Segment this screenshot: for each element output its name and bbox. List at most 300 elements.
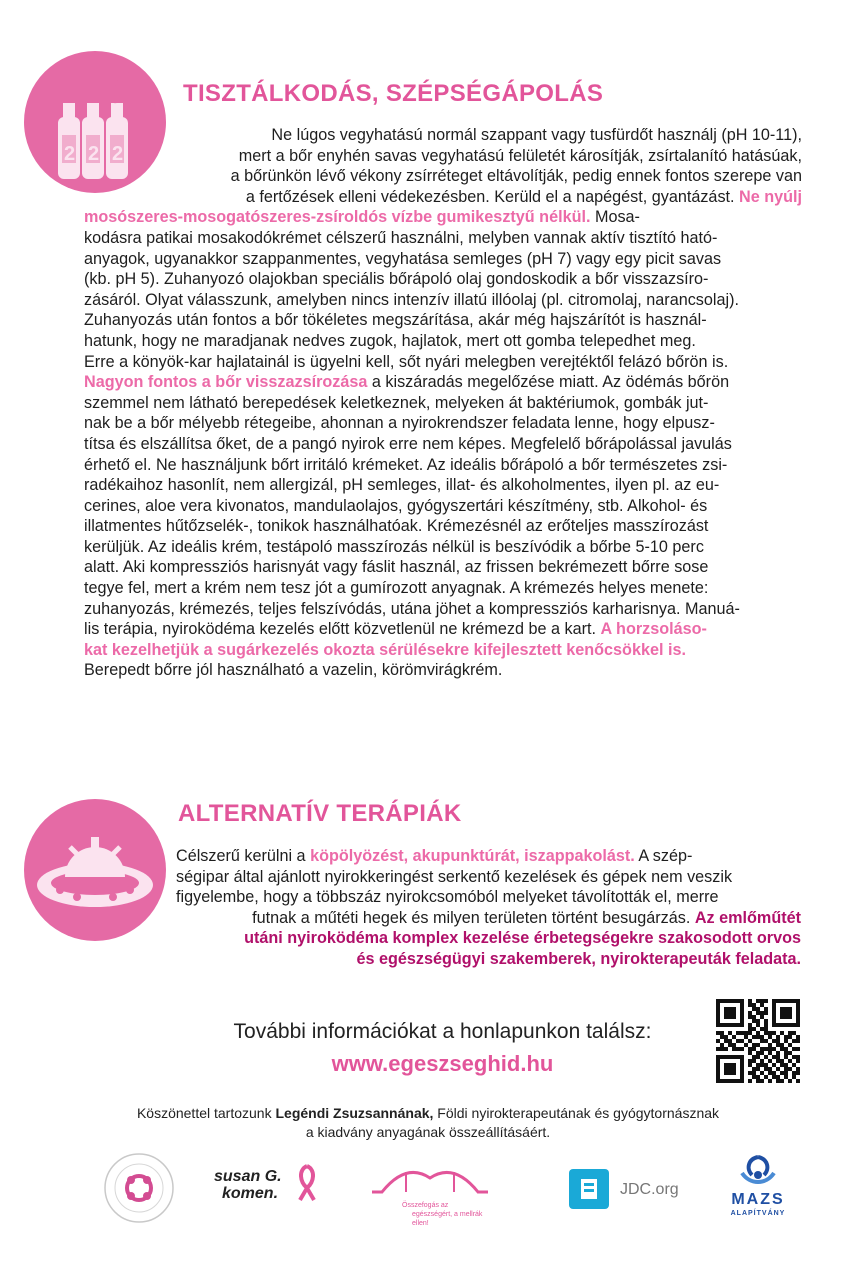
qr-module (780, 1059, 784, 1063)
qr-module (724, 1011, 728, 1015)
qr-module (724, 1007, 728, 1011)
qr-module (780, 1043, 784, 1047)
qr-module (784, 999, 788, 1003)
highlight-text: köpölyözést, akupunktúrát, iszappakolást. (310, 847, 635, 865)
qr-module (776, 1067, 780, 1071)
qr-module (716, 1075, 720, 1079)
qr-module (796, 1019, 800, 1023)
qr-module (740, 1059, 744, 1063)
text-line (84, 578, 802, 599)
qr-module (772, 1011, 776, 1015)
qr-module (776, 1039, 780, 1043)
qr-module (732, 1015, 736, 1019)
qr-module (724, 1071, 728, 1075)
qr-module (772, 1055, 776, 1059)
qr-module (752, 1047, 756, 1051)
qr-module (780, 1023, 784, 1027)
text-line (84, 125, 802, 146)
qr-module (732, 1035, 736, 1039)
qr-module (788, 1023, 792, 1027)
qr-module (748, 1079, 752, 1083)
qr-module (776, 1035, 780, 1039)
qr-module (768, 1043, 772, 1047)
qr-module (744, 1031, 748, 1035)
qr-module (728, 1039, 732, 1043)
qr-module (716, 1015, 720, 1019)
qr-module (764, 1019, 768, 1023)
qr-module (736, 1031, 740, 1035)
qr-module (772, 999, 776, 1003)
qr-module (716, 1039, 720, 1043)
acknowledgement (60, 1104, 796, 1142)
qr-module (720, 1047, 724, 1051)
qr-module (732, 1067, 736, 1071)
qr-module (768, 1067, 772, 1071)
section-title-alternative: ALTERNATÍV TERÁPIÁK (178, 800, 462, 827)
qr-module (796, 1071, 800, 1075)
qr-module (732, 1007, 736, 1011)
qr-module (764, 1027, 768, 1031)
text-line (176, 887, 801, 908)
qr-module (784, 1067, 788, 1071)
website-info-text: További információkat a honlapunkon találsz: (233, 1020, 652, 1043)
egeszseghid-logo (368, 1160, 492, 1227)
qr-module (716, 1071, 720, 1075)
qr-module (728, 1011, 732, 1015)
highlight-text: A horzsoláso- (600, 620, 707, 639)
body-text: Zuhanyozás után fontos a bőr tökéletes megszárítása, akár még hajszárítót is használ- (84, 311, 707, 330)
mazs-subtext: ALAPÍTVÁNY (730, 1210, 786, 1217)
body-text: szemmel nem látható berepedések keletkeznek, melyeken át baktériumok, gombák jut- (84, 393, 709, 412)
qr-module (720, 1035, 724, 1039)
mazs-logo (712, 1155, 804, 1225)
body-text: mert a bőr enyhén savas vegyhatású felületét károsítják, zsírtalanító hatásúak, (238, 146, 802, 165)
qr-code (716, 999, 800, 1083)
qr-module (772, 1023, 776, 1027)
qr-module (752, 1043, 756, 1047)
qr-module (796, 1047, 800, 1051)
qr-module (748, 1039, 752, 1043)
qr-module (772, 1019, 776, 1023)
acknowledgement-pre: Köszönettel tartozunk (136, 1105, 276, 1121)
qr-module (756, 1075, 760, 1079)
qr-module (796, 1011, 800, 1015)
qr-module (756, 1019, 760, 1023)
text-line (84, 496, 802, 517)
text-line (84, 166, 802, 187)
qr-module (736, 1039, 740, 1043)
qr-module (720, 1031, 724, 1035)
qr-module (740, 1071, 744, 1075)
qr-module (752, 1075, 756, 1079)
qr-module (788, 1035, 792, 1039)
qr-module (784, 1023, 788, 1027)
qr-module (752, 1071, 756, 1075)
section-body-hygiene (84, 125, 802, 681)
acknowledgement-name: Legéndi Zsuzsannának, (275, 1105, 434, 1121)
text-line (84, 557, 802, 578)
qr-module (772, 1071, 776, 1075)
susan-g-komen-logo (214, 1168, 324, 1218)
qr-module (768, 1047, 772, 1051)
qr-module (740, 1075, 744, 1079)
body-text: Célszerű kerülni a (176, 847, 311, 865)
section-title-hygiene: TISZTÁLKODÁS, SZÉPSÉGÁPOLÁS (183, 80, 604, 107)
qr-module (788, 999, 792, 1003)
qr-module (760, 1027, 764, 1031)
qr-module (748, 1031, 752, 1035)
text-line (84, 516, 802, 537)
qr-module (752, 1035, 756, 1039)
qr-module (744, 1043, 748, 1047)
qr-module (720, 1023, 724, 1027)
qr-module (720, 1055, 724, 1059)
qr-module (772, 1031, 776, 1035)
body-text: tegye fel, mert a krém nem tesz jót a gumírozott anyagnak. A krémezés helyes menete: (84, 579, 709, 598)
text-line (84, 660, 802, 681)
qr-module (776, 999, 780, 1003)
qr-module (784, 1055, 788, 1059)
qr-module (792, 1055, 796, 1059)
qr-module (792, 1075, 796, 1079)
qr-module (716, 1063, 720, 1067)
qr-module (760, 1059, 764, 1063)
qr-module (728, 1031, 732, 1035)
qr-module (720, 1043, 724, 1047)
qr-module (740, 1067, 744, 1071)
body-text: a bőrünkön lévő vékony zsírréteget eltávolítják, pedig ennek fontos szerepe van (230, 167, 802, 186)
qr-module (772, 1047, 776, 1051)
qr-module (716, 1031, 720, 1035)
qr-module (724, 1079, 728, 1083)
association-seal-logo (103, 1152, 175, 1224)
qr-module (780, 1079, 784, 1083)
body-text: figyelembe, hogy a többszáz nyirokcsomóból melyeket távolították el, merre (176, 888, 719, 907)
body-text: illatmentes hűtőzselék-, tonikok használhatóak. Krémezésnél az erőteljes masszírozást (84, 517, 709, 536)
qr-module (760, 1003, 764, 1007)
qr-module (724, 1015, 728, 1019)
body-text: (kb. pH 5). Zuhanyozó olajokban speciális bőrápoló olaj gondoskodik a bőr visszazsíro- (84, 270, 709, 289)
jdc-logo (569, 1169, 689, 1211)
qr-module (764, 1039, 768, 1043)
qr-module (760, 1015, 764, 1019)
body-text: zuhanyozás, krémezés, teljes felszívódás, utána jöhet a kompressziós karharisnya. Manuá- (84, 599, 740, 618)
qr-module (748, 1003, 752, 1007)
highlight-text: mosószeres-mosogatószeres-zsíroldós vízbe gumikesztyű nélkül. (84, 208, 591, 227)
qr-module (780, 1015, 784, 1019)
text-line (84, 393, 802, 414)
qr-module (788, 1043, 792, 1047)
qr-module (764, 1063, 768, 1067)
qr-module (756, 1043, 760, 1047)
qr-module (784, 1011, 788, 1015)
website-link[interactable]: www.egeszseghid.hu (331, 1051, 554, 1076)
qr-module (784, 1047, 788, 1051)
qr-module (768, 1059, 772, 1063)
qr-module (740, 1019, 744, 1023)
qr-module (784, 1071, 788, 1075)
text-line (84, 537, 802, 558)
qr-module (796, 1015, 800, 1019)
body-text: ségipar által ajánlott nyirokkeringést serkentő kezelések és gépek nem veszik (176, 867, 733, 886)
highlight-text: utáni nyiroködéma komplex kezelése érbetegségekre szakosodott orvos (244, 929, 801, 948)
qr-module (756, 999, 760, 1003)
qr-module (772, 1075, 776, 1079)
qr-module (716, 1019, 720, 1023)
qr-module (748, 1023, 752, 1027)
body-text: futnak a műtéti hegek és milyen területen történt besugárzás. (252, 908, 695, 927)
qr-module (732, 1011, 736, 1015)
qr-module (756, 1007, 760, 1011)
text-line (84, 599, 802, 620)
body-text: títsa és elszállítsa őket, de a pangó nyirok erre nem képes. Megfelelő bőrápolással javulás (84, 434, 732, 453)
body-text: érhető el. Ne használjunk bőrt irritáló krémeket. Az ideális bőrápoló a bőr természetes zsi- (84, 455, 728, 474)
body-text: Berepedt bőrre jól használható a vazelin, körömvirágkrém. (84, 661, 503, 680)
qr-module (756, 1035, 760, 1039)
qr-module (728, 1063, 732, 1067)
qr-module (752, 1027, 756, 1031)
body-text: cerines, aloe vera kivonatos, mandulaolajos, gyógyszertári készítmény, stb. Alkohol- és (84, 496, 708, 515)
qr-module (764, 1047, 768, 1051)
qr-module (776, 1051, 780, 1055)
text-line (176, 846, 801, 867)
text-line (176, 949, 801, 970)
qr-module (784, 1051, 788, 1055)
body-text: kodásra patikai mosakodókrémet célszerű használni, melyben vannak aktív tisztító ható- (84, 228, 718, 247)
text-line (84, 640, 802, 661)
body-text: kerüljük. Az ideális krém, testápoló masszírozás nélkül is beszívódik a bőrbe 5-10 perc (84, 537, 704, 556)
qr-module (788, 1051, 792, 1055)
qr-module (764, 1007, 768, 1011)
text-line (84, 146, 802, 167)
text-line (84, 187, 802, 208)
qr-module (772, 1039, 776, 1043)
qr-module (792, 1071, 796, 1075)
svg-text:2: 2 (112, 143, 124, 165)
qr-module (752, 1007, 756, 1011)
qr-module (736, 1079, 740, 1083)
qr-module (796, 1067, 800, 1071)
egeszseghid-line1: Összefogás az (402, 1202, 449, 1209)
text-line (84, 434, 802, 455)
qr-module (764, 1031, 768, 1035)
acknowledgement-post: Földi nyirokterapeutának és gyógytornásznak (433, 1105, 720, 1121)
qr-module (740, 1015, 744, 1019)
qr-module (748, 1027, 752, 1031)
body-text: a fertőzések elleni védekezésben. Kerüld el a napégést, gyantázást. (245, 187, 740, 206)
qr-module (724, 1023, 728, 1027)
mazs-text: MAZS (731, 1191, 785, 1208)
qr-module (728, 1071, 732, 1075)
text-line (84, 207, 802, 228)
qr-module (788, 1059, 792, 1063)
komen-line1: susan G. (214, 1168, 282, 1185)
qr-module (728, 999, 732, 1003)
qr-module (732, 1063, 736, 1067)
qr-module (728, 1055, 732, 1059)
qr-module (784, 1039, 788, 1043)
qr-module (740, 1079, 744, 1083)
qr-module (748, 1071, 752, 1075)
jdc-text: JDC.org (620, 1181, 679, 1198)
qr-module (792, 1023, 796, 1027)
qr-module (756, 1063, 760, 1067)
qr-module (760, 1011, 764, 1015)
qr-module (788, 1031, 792, 1035)
qr-module (764, 1075, 768, 1079)
qr-module (796, 1023, 800, 1027)
qr-module (780, 1011, 784, 1015)
qr-module (792, 1039, 796, 1043)
qr-module (724, 999, 728, 1003)
qr-module (788, 1015, 792, 1019)
highlight-text: kat kezelhetjük a sugárkezelés okozta sérülésekre kifejlesztett kenőcsökkel is. (84, 640, 686, 659)
qr-module (740, 999, 744, 1003)
qr-module (720, 1079, 724, 1083)
qr-module (756, 1055, 760, 1059)
svg-text:2: 2 (88, 143, 100, 165)
qr-module (740, 1011, 744, 1015)
qr-module (728, 1023, 732, 1027)
qr-module (732, 1079, 736, 1083)
qr-module (760, 1039, 764, 1043)
qr-module (796, 1007, 800, 1011)
qr-module (736, 1047, 740, 1051)
qr-module (716, 1067, 720, 1071)
qr-module (776, 1055, 780, 1059)
qr-module (716, 1079, 720, 1083)
text-line (84, 249, 802, 270)
qr-module (780, 1063, 784, 1067)
qr-module (756, 1031, 760, 1035)
qr-module (768, 1031, 772, 1035)
qr-module (776, 1023, 780, 1027)
text-line (84, 310, 802, 331)
qr-module (768, 1051, 772, 1055)
qr-module (764, 1011, 768, 1015)
qr-module (732, 999, 736, 1003)
body-text: zásáról. Olyat válasszunk, amelyben nincs intenzív illatú illóolaj (pl. citromolaj, narancsolaj). (84, 290, 739, 309)
qr-module (780, 1047, 784, 1051)
qr-module (740, 1023, 744, 1027)
qr-module (796, 999, 800, 1003)
text-line (176, 928, 801, 949)
qr-module (784, 1075, 788, 1079)
text-line (84, 372, 802, 393)
body-text: Erre a könyök-kar hajlatainál is ügyelni kell, sőt nyári melegben verejtéktől felázó bőrön is. (84, 352, 729, 371)
qr-module (784, 1035, 788, 1039)
qr-module (716, 1059, 720, 1063)
text-line (84, 455, 802, 476)
body-text: nak be a bőr mélyebb rétegeibe, ahonnan a nyirokrendszer feladata lenne, hogy elpusz- (84, 414, 715, 433)
qr-module (772, 1063, 776, 1067)
body-text: lis terápia, nyiroködéma kezelés előtt közvetlenül ne krémezd be a kart. (84, 620, 601, 639)
acknowledgement-line2: a kiadvány anyagának összeállításáért. (305, 1124, 551, 1140)
qr-module (740, 1039, 744, 1043)
qr-module (796, 1055, 800, 1059)
text-line (84, 269, 802, 290)
qr-module (752, 1015, 756, 1019)
qr-module (760, 1051, 764, 1055)
qr-module (752, 1059, 756, 1063)
text-line (84, 290, 802, 311)
qr-module (756, 1067, 760, 1071)
qr-module (788, 1079, 792, 1083)
qr-module (788, 1067, 792, 1071)
qr-module (796, 1003, 800, 1007)
body-text: Ne lúgos vegyhatású normál szappant vagy tusfürdőt használj (pH 10-11), (271, 126, 802, 144)
qr-module (768, 1079, 772, 1083)
text-line (84, 475, 802, 496)
qr-module (724, 1067, 728, 1071)
qr-module (736, 999, 740, 1003)
qr-module (716, 1055, 720, 1059)
highlight-text: Nagyon fontos a bőr visszazsírozása (84, 373, 368, 392)
qr-module (784, 1063, 788, 1067)
highlight-text: és egészségügyi szakemberek, nyirokterapeuták feladata. (356, 949, 801, 968)
qr-module (736, 1023, 740, 1027)
komen-line2: komen. (222, 1185, 279, 1202)
text-line (84, 619, 802, 640)
qr-module (740, 1063, 744, 1067)
qr-module (756, 1023, 760, 1027)
qr-module (752, 1019, 756, 1023)
qr-module (776, 1059, 780, 1063)
qr-module (748, 1011, 752, 1015)
qr-module (756, 1051, 760, 1055)
qr-module (780, 999, 784, 1003)
qr-module (768, 1035, 772, 1039)
body-text: radékaihoz hasonlít, nem allergizál, pH semleges, illat- és alkoholmentes, ilyen pl. az eu- (84, 476, 720, 495)
qr-module (752, 1055, 756, 1059)
qr-module (772, 1007, 776, 1011)
qr-module (764, 999, 768, 1003)
qr-module (748, 1059, 752, 1063)
text-line (176, 867, 801, 888)
qr-module (776, 1043, 780, 1047)
qr-module (796, 1039, 800, 1043)
qr-module (748, 1047, 752, 1051)
highlight-text: Ne nyúlj (739, 187, 802, 206)
qr-module (728, 1043, 732, 1047)
qr-module (760, 1071, 764, 1075)
qr-module (716, 999, 720, 1003)
qr-module (716, 1007, 720, 1011)
text-line (84, 352, 802, 373)
qr-module (732, 1043, 736, 1047)
qr-module (748, 1015, 752, 1019)
qr-module (792, 1031, 796, 1035)
qr-module (728, 1007, 732, 1011)
qr-module (776, 1079, 780, 1083)
qr-module (728, 1015, 732, 1019)
qr-module (716, 1011, 720, 1015)
qr-module (760, 1063, 764, 1067)
qr-module (772, 1015, 776, 1019)
body-text: anyagok, ugyanakkor szappanmentes, vegyhatása semleges (pH 7) vagy egy picit savas (84, 249, 722, 268)
qr-module (780, 1031, 784, 1035)
qr-module (716, 1047, 720, 1051)
qr-module (740, 1031, 744, 1035)
qr-module (760, 1079, 764, 1083)
qr-module (788, 1007, 792, 1011)
qr-module (780, 1007, 784, 1011)
qr-module (760, 1035, 764, 1039)
qr-module (732, 1071, 736, 1075)
qr-module (784, 1007, 788, 1011)
qr-module (780, 1071, 784, 1075)
qr-module (740, 1047, 744, 1051)
